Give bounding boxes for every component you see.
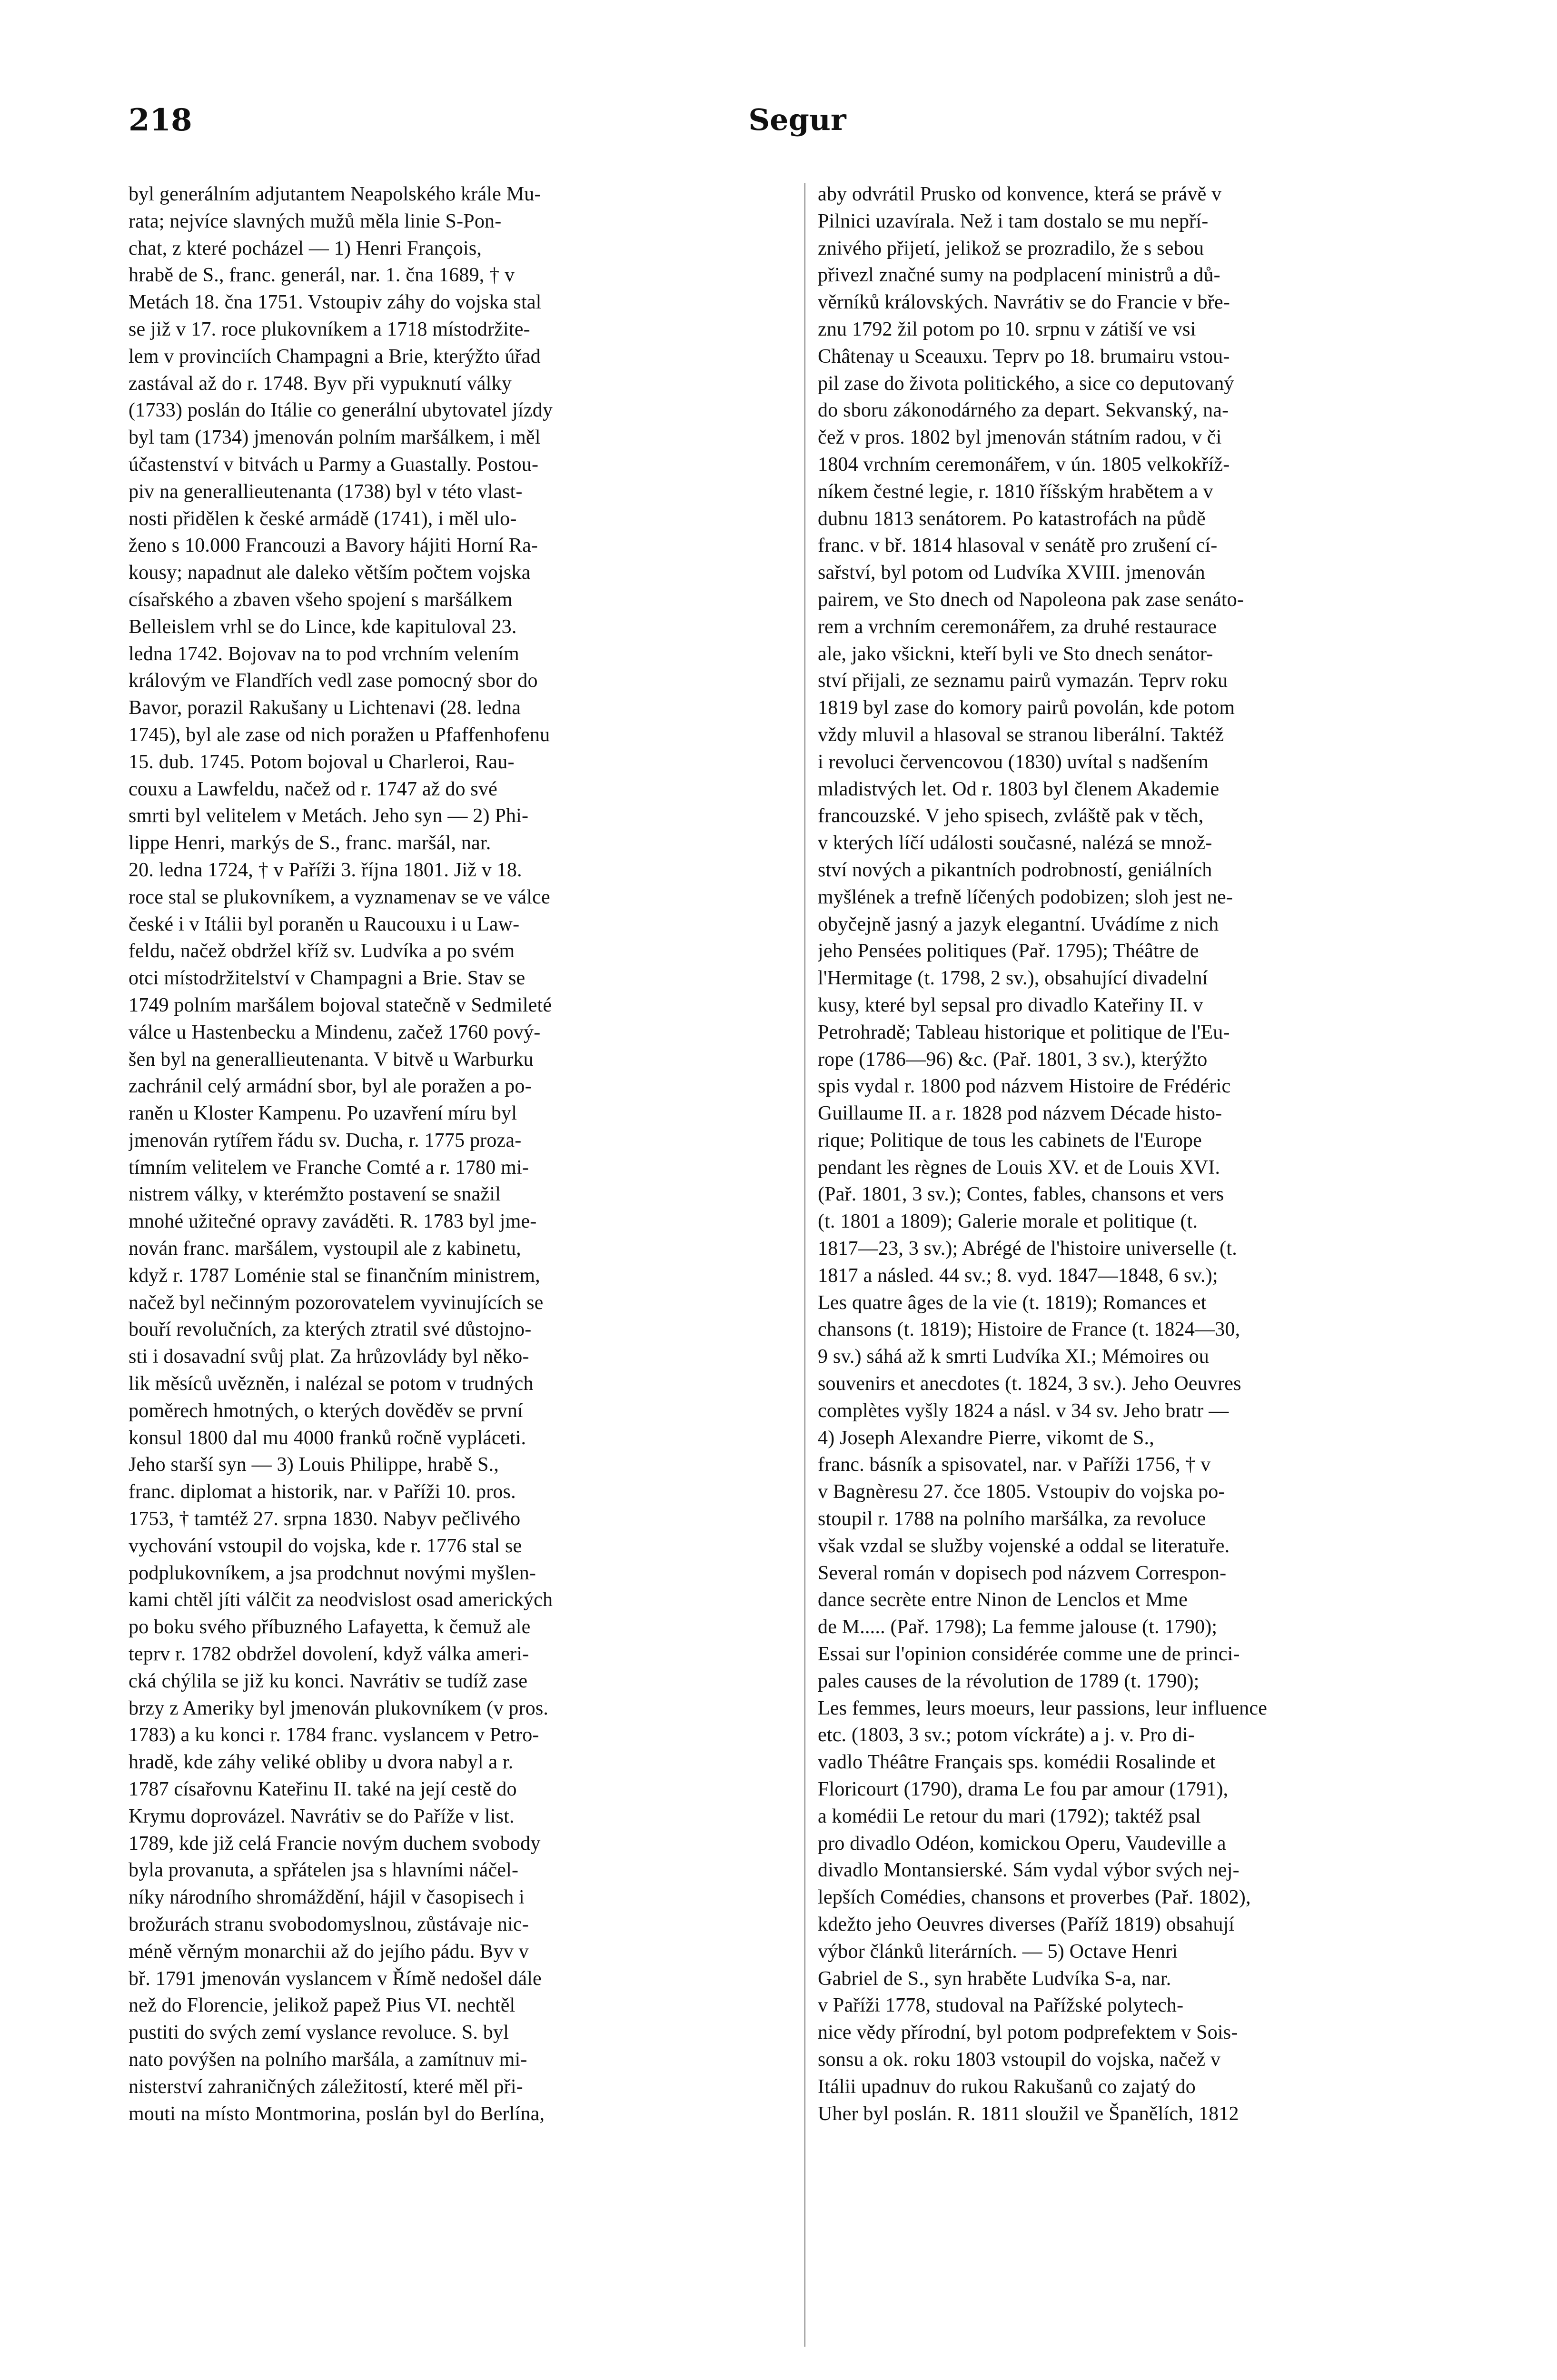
text-line: roce stal se plukovníkem, a vyznamenav se ve válce — [129, 886, 550, 908]
text-line: níky národního shromáždění, hájil v časopisech i — [129, 1886, 525, 1909]
text-line: divadlo Montansierské. Sám vydal výbor svých nej- — [818, 1859, 1240, 1882]
text-line: pairem, ve Sto dnech od Napoleona pak zase senáto- — [818, 588, 1244, 611]
text-line: brožurách stranu svobodomyslnou, zůstávaje nic- — [129, 1914, 529, 1935]
text-line: chat, z které pocházel — 1) Henri François, — [129, 237, 482, 259]
text-line: pro divadlo Odéon, komickou Operu, Vaudeville a — [818, 1832, 1226, 1854]
left-column — [129, 181, 795, 2351]
text-line: čež v pros. 1802 byl jmenován státním radou, v či — [818, 426, 1222, 449]
text-line: souvenirs et anecdotes (t. 1824, 3 sv.). Jeho Oeuvres — [818, 1373, 1241, 1395]
text-line: Guillaume II. a r. 1828 pod názvem Décade histo- — [818, 1102, 1222, 1125]
text-line: nice vědy přírodní, byl potom podprefektem v Sois- — [818, 2022, 1238, 2044]
text-line: do sboru zákonodárného za depart. Sekvanský, na- — [818, 399, 1229, 422]
text-line: sonsu a ok. roku 1803 vstoupil do vojska, načež v — [818, 2048, 1221, 2071]
running-head: Segur — [748, 102, 846, 137]
text-line: vždy mluvil a hlasoval se stranou liberální. Taktéž — [818, 724, 1224, 746]
text-line: kousy; napadnut ale daleko větším počtem vojska — [129, 562, 531, 584]
text-line: dubnu 1813 senátorem. Po katastrofách na půdě — [818, 507, 1206, 530]
text-line: sařství, byl potom od Ludvíka XVIII. jmenován — [818, 562, 1205, 584]
text-line: chansons (t. 1819); Histoire de France (t. 1824—30, — [818, 1319, 1240, 1341]
page-number: 218 — [129, 102, 192, 138]
text-line: poměrech hmotných, o kterých dověděv se první — [129, 1399, 523, 1422]
text-line: Petrohradě; Tableau historique et politique de l'Eu- — [818, 1021, 1230, 1043]
text-line: české i v Itálii byl poraněn u Raucouxu i u Law- — [129, 913, 520, 935]
text-line: francouzské. V jeho spisech, zvláště pak v těch, — [818, 805, 1204, 827]
text-line: teprv r. 1782 obdržel dovolení, když válka ameri- — [129, 1643, 529, 1666]
text-line: franc. diplomat a historik, nar. v Paříži 10. pros. — [129, 1481, 516, 1503]
text-line: kusy, které byl sepsal pro divadlo Kateřiny II. v — [818, 994, 1203, 1016]
text-line: lepších Comédies, chansons et proverbes (Pař. 1802), — [818, 1886, 1251, 1909]
text-line: znu 1792 žil potom po 10. srpnu v zátiší ve vsi — [818, 318, 1196, 340]
text-line: pustiti do svých zemí vyslance revoluce. S. byl — [129, 2022, 509, 2044]
text-line: Several román v dopisech pod názvem Correspon- — [818, 1562, 1227, 1584]
text-line: 1745), byl ale zase od nich poražen u Pfaffenhofenu — [129, 724, 550, 746]
text-line: jeho Pensées politiques (Pař. 1795); Théâtre de — [818, 940, 1199, 962]
text-line: Floricourt (1790), drama Le fou par amour (1791), — [818, 1778, 1229, 1801]
text-line: 1749 polním maršálem bojoval statečně v Sedmileté — [129, 994, 552, 1016]
text-line: cká chýlila se již ku konci. Navrátiv se tudíž zase — [129, 1670, 528, 1692]
text-line: kami chtěl jíti válčit za neodvislost osad amerických — [129, 1589, 553, 1611]
text-line: l'Hermitage (t. 1798, 2 sv.), obsahující divadelní — [818, 967, 1208, 990]
text-line: pil zase do života politického, a sice co deputovaný — [818, 372, 1234, 395]
text-line: ale, jako všickni, kteří byli ve Sto dnech senátor- — [818, 643, 1213, 665]
text-line: výbor článků literárních. — 5) Octave Henri — [818, 1940, 1178, 1963]
text-line: v Paříži 1778, studoval na Pařížské polytech- — [818, 1994, 1184, 2017]
text-line: v Bagnèresu 27. čce 1805. Vstoupiv do vojska po- — [818, 1481, 1225, 1503]
text-line: Krymu doprovázel. Navrátiv se do Paříže v list. — [129, 1805, 515, 1827]
text-line: 1789, kde již celá Francie novým duchem svobody — [129, 1832, 541, 1854]
text-line: myšlének a trefně líčených podobizen; sloh jest ne- — [818, 886, 1233, 908]
text-line: než do Florencie, jelikož papež Pius VI. nechtěl — [129, 1994, 516, 2017]
text-line: bř. 1791 jmenován vyslancem v Římě nedošel dále — [129, 1967, 542, 1990]
text-line: 15. dub. 1745. Potom bojoval u Charleroi, Rau- — [129, 751, 515, 773]
text-line: spis vydal r. 1800 pod názvem Histoire de Frédéric — [818, 1075, 1231, 1098]
text-line: 1804 vrchním ceremonářem, v ún. 1805 velkokříž- — [818, 453, 1230, 476]
text-line: když r. 1787 Loménie stal se finančním ministrem, — [129, 1264, 540, 1287]
text-line: ství nových a pikantních podrobností, geniálních — [818, 859, 1212, 881]
text-line: pales causes de la révolution de 1789 (t. 1790); — [818, 1670, 1200, 1692]
text-line: 20. ledna 1724, † v Paříži 3. října 1801. Již v 18. — [129, 859, 522, 881]
text-line: podplukovníkem, a jsa prodchnut novými myšlen- — [129, 1562, 536, 1584]
text-line: otci místodržitelství v Champagni a Brie. Stav se — [129, 967, 526, 990]
right-column — [818, 181, 1484, 2351]
text-line: (1733) poslán do Itálie co generální ubytovatel jízdy — [129, 399, 553, 422]
text-line: císařského a zbaven všeho spojení s maršálkem — [129, 588, 513, 611]
text-line: a komédii Le retour du mari (1792); taktéž psal — [818, 1805, 1201, 1827]
text-line: zastával až do r. 1748. Byv při vypuknutí války — [129, 372, 512, 395]
text-line: vychování vstoupil do vojska, kde r. 1776 stal se — [129, 1535, 522, 1557]
text-line: brzy z Ameriky byl jmenován plukovníkem (v pros. — [129, 1697, 549, 1719]
text-line: hrabě de S., franc. generál, nar. 1. čna 1689, † v — [129, 264, 515, 287]
text-line: sti i dosavadní svůj plat. Za hrůzovlády byl něko- — [129, 1346, 529, 1368]
text-line: mladistvých let. Od r. 1803 byl členem Akademie — [818, 778, 1220, 800]
text-line: byl generálním adjutantem Neapolského krále Mu- — [129, 183, 541, 205]
text-line: kdežto jeho Oeuvres diverses (Paříž 1819) obsahují — [818, 1914, 1235, 1935]
text-line: lippe Henri, markýs de S., franc. maršál, nar. — [129, 832, 491, 854]
text-line: Les femmes, leurs moeurs, leur passions, leur influence — [818, 1697, 1268, 1719]
text-line: franc. básník a spisovatel, nar. v Paříži 1756, † v — [818, 1454, 1211, 1476]
text-line: aby odvrátil Prusko od konvence, která se právě v — [818, 183, 1222, 205]
text-line: complètes vyšly 1824 a násl. v 34 sv. Jeho bratr — — [818, 1399, 1229, 1422]
text-line: však vzdal se služby vojenské a oddal se literatuře. — [818, 1535, 1230, 1557]
text-line: načež byl nečinným pozorovatelem vyvinujících se — [129, 1291, 544, 1314]
text-line: jmenován rytířem řádu sv. Ducha, r. 1775 proza- — [129, 1129, 522, 1151]
text-line: šen byl na generallieutenanta. V bitvě u Warburku — [129, 1048, 534, 1071]
text-line: méně věrným monarchii až do jejího pádu. Byv v — [129, 1940, 529, 1963]
text-line: níkem čestné legie, r. 1810 říšským hrabětem a v — [818, 480, 1213, 503]
text-line: pendant les règnes de Louis XV. et de Louis XVI. — [818, 1156, 1220, 1179]
text-line: nosti přidělen k české armádě (1741), i měl ulo- — [129, 507, 517, 530]
text-line: 4) Joseph Alexandre Pierre, vikomt de S., — [818, 1427, 1154, 1449]
text-line: královým ve Flandřích vedl zase pomocný sbor do — [129, 670, 538, 692]
text-line: 1753, † tamtéž 27. srpna 1830. Nabyv pečlivého — [129, 1508, 521, 1530]
text-line: zachránil celý armádní sbor, byl ale poražen a po- — [129, 1075, 532, 1098]
text-line: nistrem války, v kterémžto postavení se snažil — [129, 1183, 501, 1206]
text-line: 1817 a násled. 44 sv.; 8. vyd. 1847—1848, 6 sv.); — [818, 1264, 1218, 1287]
text-line: účastenství v bitvách u Parmy a Guastally. Postou- — [129, 453, 539, 476]
text-line: 1783) a ku konci r. 1784 franc. vyslancem v Petro- — [129, 1724, 539, 1746]
text-line: i revoluci červencovou (1830) uvítal s nadšením — [818, 751, 1209, 773]
text-line: feldu, načež obdržel kříž sv. Ludvíka a po svém — [129, 940, 515, 962]
text-line: ženo s 10.000 Francouzi a Bavory hájiti Horní Ra- — [129, 535, 538, 557]
text-line: de M..... (Pař. 1798); La femme jalouse (t. 1790); — [818, 1616, 1218, 1638]
text-line: vadlo Théâtre Français sps. komédii Rosalinde et — [818, 1751, 1216, 1774]
text-line: v kterých líčí události současné, nalézá se množ- — [818, 832, 1212, 854]
text-line: válce u Hastenbecku a Mindenu, začež 1760 pový- — [129, 1021, 541, 1043]
text-line: Les quatre âges de la vie (t. 1819); Romances et — [818, 1291, 1207, 1314]
text-line: lem v provinciích Champagni a Brie, kterýžto úřad — [129, 345, 541, 367]
text-line: rope (1786—96) &c. (Pař. 1801, 3 sv.), kterýžto — [818, 1048, 1208, 1071]
text-line: konsul 1800 dal mu 4000 franků ročně vypláceti. — [129, 1427, 526, 1449]
text-line: hradě, kde záhy veliké obliby u dvora nabyl a r. — [129, 1751, 514, 1774]
text-line: věrníků královských. Navrátiv se do Francie v bře- — [818, 291, 1230, 314]
text-line: Pilnici uzavírala. Než i tam dostalo se mu nepří- — [818, 210, 1209, 232]
text-line: 1787 císařovnu Kateřinu II. také na její cestě do — [129, 1778, 517, 1801]
text-line: franc. v bř. 1814 hlasoval v senátě pro zrušení cí- — [818, 535, 1218, 557]
text-line: rem a vrchním ceremonářem, za druhé restaurace — [818, 615, 1217, 638]
text-line: 1817—23, 3 sv.); Abrégé de l'histoire universelle (t. — [818, 1238, 1237, 1260]
text-line: piv na generallieutenanta (1738) byl v této vlast- — [129, 480, 523, 503]
column-divider — [804, 183, 805, 2347]
text-line: Itálii upadnuv do rukou Rakušanů co zajatý do — [818, 2075, 1196, 2098]
text-line: ledna 1742. Bojovav na to pod vrchním velením — [129, 643, 519, 665]
text-line: nato povýšen na polního maršála, a zamítnuv mi- — [129, 2048, 527, 2071]
text-line: Belleislem vrhl se do Lince, kde kapituloval 23. — [129, 615, 517, 638]
text-line: Uher byl poslán. R. 1811 sloužil ve Španělích, 1812 — [818, 2102, 1239, 2125]
text-line: znivého přijetí, jelikož se prozradilo, že s sebou — [818, 237, 1204, 259]
text-line: (t. 1801 a 1809); Galerie morale et politique (t. — [818, 1210, 1198, 1233]
text-line: couxu a Lawfeldu, načež od r. 1747 až do své — [129, 778, 498, 800]
text-line: dance secrète entre Ninon de Lenclos et Mme — [818, 1589, 1188, 1611]
text-line: rique; Politique de tous les cabinets de l'Europe — [818, 1129, 1202, 1151]
text-line: nisterství zahraničných záležitostí, které měl při- — [129, 2075, 523, 2098]
text-line: mnohé užitečné opravy zaváděti. R. 1783 byl jme- — [129, 1210, 537, 1233]
text-line: Bavor, porazil Rakušany u Lichtenavi (28. ledna — [129, 697, 521, 719]
text-line: stoupil r. 1788 na polního maršálka, za revoluce — [818, 1508, 1206, 1530]
text-line: byla provanuta, a spřátelen jsa s hlavními náčel- — [129, 1859, 519, 1882]
text-line: Essai sur l'opinion considérée comme une de princi- — [818, 1643, 1240, 1666]
text-line: raněn u Kloster Kampenu. Po uzavření míru byl — [129, 1102, 517, 1125]
text-line: 1819 byl zase do komory pairů povolán, kde potom — [818, 697, 1235, 719]
page-header — [129, 102, 1466, 145]
text-line: mouti na místo Montmorina, poslán byl do Berlína, — [129, 2102, 545, 2125]
text-line: byl tam (1734) jmenován polním maršálkem, i měl — [129, 426, 541, 449]
text-line: tímním velitelem ve Franche Comté a r. 1780 mi- — [129, 1156, 529, 1179]
text-line: rata; nejvíce slavných mužů měla linie S-Pon- — [129, 210, 502, 232]
text-line: Jeho starší syn — 3) Louis Philippe, hrabě S., — [129, 1454, 499, 1476]
text-line: obyčejně jasný a jazyk elegantní. Uvádíme z nich — [818, 913, 1219, 935]
text-line: přivezl značné sumy na podplacení ministrů a dů- — [818, 264, 1220, 287]
text-line: smrti byl velitelem v Metách. Jeho syn — 2) Phi- — [129, 805, 529, 827]
text-line: se již v 17. roce plukovníkem a 1718 místodržite- — [129, 318, 530, 340]
text-line: po boku svého příbuzného Lafayetta, k čemuž ale — [129, 1616, 531, 1638]
text-line: nován franc. maršálem, vystoupil ale z kabinetu, — [129, 1238, 521, 1260]
text-line: Châtenay u Sceauxu. Teprv po 18. brumairu vstou- — [818, 345, 1230, 367]
text-line: bouří revolučních, za kterých ztratil své důstojno- — [129, 1319, 532, 1341]
text-line: Gabriel de S., syn hraběte Ludvíka S-a, nar. — [818, 1967, 1171, 1990]
text-line: 9 sv.) sáhá až k smrti Ludvíka XI.; Mémoires ou — [818, 1346, 1210, 1368]
text-line: etc. (1803, 3 sv.; potom víckráte) a j. v. Pro di- — [818, 1724, 1195, 1746]
text-line: Metách 18. čna 1751. Vstoupiv záhy do vojska stal — [129, 291, 542, 314]
text-line: ství přijali, ze seznamu pairů vymazán. Teprv roku — [818, 670, 1228, 692]
text-line: lik měsíců uvězněn, i nalézal se potom v trudných — [129, 1373, 534, 1395]
text-line: (Pař. 1801, 3 sv.); Contes, fables, chansons et vers — [818, 1183, 1224, 1206]
